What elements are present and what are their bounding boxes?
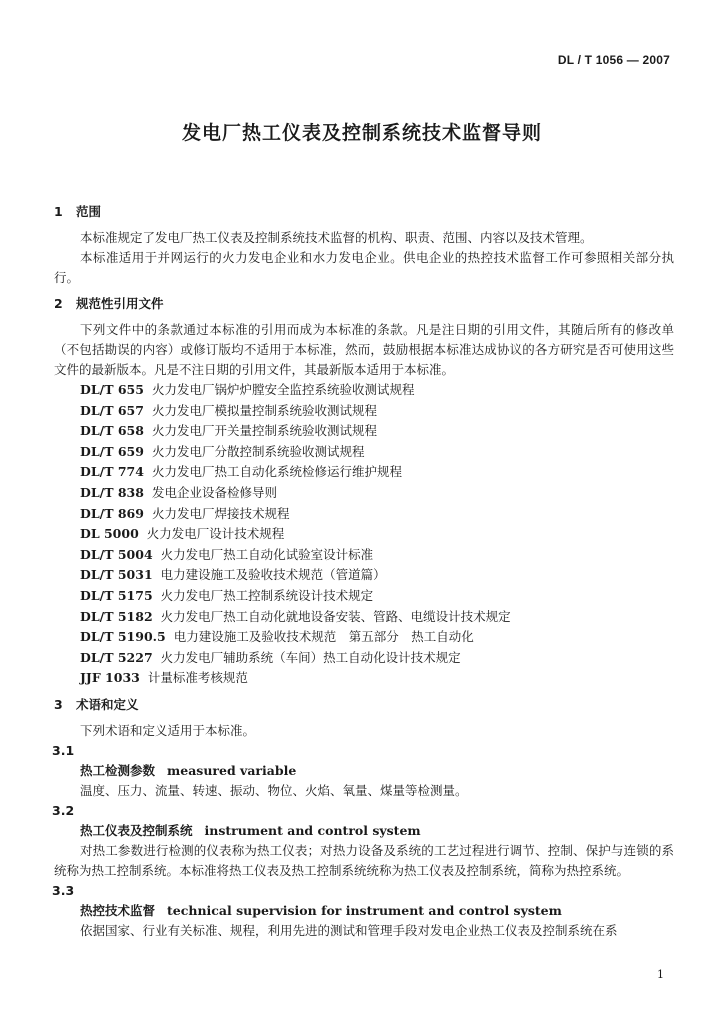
reference-code: DL 5000 (80, 526, 139, 542)
reference-item (54, 380, 674, 401)
reference-code: DL/T 5031 (80, 567, 153, 583)
reference-code: DL/T 658 (80, 423, 144, 439)
section-number: 2 (54, 296, 63, 311)
term-en: technical supervision for instrument and control system (167, 902, 562, 918)
section-title: 术语和定义 (76, 696, 139, 712)
reference-code: DL/T 655 (80, 382, 144, 397)
term-zh: 热工仪表及控制系统 (80, 822, 193, 838)
reference-title: 火力发电厂辅助系统（车间）热工自动化设计技术规定 (160, 649, 461, 665)
reference-item (54, 504, 674, 525)
reference-title: 火力发电厂设计技术规程 (146, 526, 285, 542)
reference-title: 火力发电厂热工控制系统设计技术规定 (160, 587, 374, 603)
reference-code: DL/T 838 (80, 484, 144, 500)
reference-item (54, 421, 674, 442)
reference-title: 电力建设施工及验收技术规范（管道篇） (160, 567, 386, 583)
reference-title: 电力建设施工及验收技术规范 第五部分 热工自动化 (173, 629, 474, 645)
reference-item (54, 627, 674, 648)
term-heading (54, 901, 674, 921)
reference-title: 火力发电厂热工自动化就地设备安装、管路、电缆设计技术规定 (160, 608, 511, 624)
reference-code: DL/T 5227 (80, 649, 153, 665)
clause-number: 3.2 (52, 802, 75, 818)
reference-title: 火力发电厂焊接技术规程 (151, 505, 290, 521)
reference-item (54, 565, 674, 586)
paragraph: 下列文件中的条款通过本标准的引用而成为本标准的条款。凡是注日期的引用文件，其随后所有的修改单（不包括勘误的内容）或修订版均不适用于本标准，然而，鼓励根据本标准达成协议的各方研究是否可使用这些文件的最新版本。凡是不注日期的引用文件，其最新版本适用于本标准。 (54, 322, 674, 377)
reference-title: 火力发电厂热工自动化试验室设计标准 (160, 546, 374, 562)
document-title: 发电厂热工仪表及控制系统技术监督导则 (181, 122, 542, 144)
reference-list (54, 380, 674, 689)
reference-title: 发电企业设备检修导则 (151, 484, 277, 500)
section-title: 规范性引用文件 (76, 296, 164, 311)
reference-title: 火力发电厂锅炉炉膛安全监控系统验收测试规程 (151, 382, 415, 397)
reference-title: 火力发电厂分散控制系统验收测试规程 (151, 443, 365, 459)
term-heading (54, 821, 674, 841)
section-number: 1 (54, 204, 63, 219)
paragraph: 下列术语和定义适用于本标准。 (80, 722, 256, 738)
reference-code: DL/T 869 (80, 505, 144, 521)
section-number: 3 (54, 696, 63, 712)
clause-number: 3.3 (52, 882, 75, 898)
reference-item (54, 607, 674, 628)
reference-title: 计量标准考核规范 (147, 670, 248, 686)
reference-code: JJF 1033 (80, 670, 140, 686)
section-3-heading (54, 695, 674, 715)
reference-code: DL/T 774 (80, 464, 144, 480)
section-2-heading (54, 294, 674, 314)
reference-code: DL/T 5175 (80, 587, 153, 603)
reference-item (54, 462, 674, 483)
standard-code: DL / T 1056 — 2007 (557, 53, 670, 67)
reference-title: 火力发电厂热工自动化系统检修运行维护规程 (151, 464, 402, 480)
document-body (54, 196, 674, 941)
reference-code: DL/T 5182 (80, 608, 153, 624)
term-definition: 依据国家、行业有关标准、规程，利用先进的测试和管理手段对发电企业热工仪表及控制系统在系 (80, 922, 618, 938)
term-en: measured variable (167, 762, 297, 778)
term-zh: 热工检测参数 (80, 762, 156, 778)
reference-title: 火力发电厂开关量控制系统验收测试规程 (151, 423, 377, 439)
reference-item (54, 545, 674, 566)
reference-code: DL/T 659 (80, 443, 144, 459)
reference-code: DL/T 5190.5 (80, 629, 166, 645)
paragraph: 本标准规定了发电厂热工仪表及控制系统技术监督的机构、职责、范围、内容以及技术管理。 (80, 230, 593, 245)
reference-item (54, 586, 674, 607)
reference-code: DL/T 657 (80, 402, 144, 418)
reference-item (54, 401, 674, 422)
reference-title: 火力发电厂模拟量控制系统验收测试规程 (151, 402, 377, 418)
term-en: instrument and control system (204, 822, 421, 838)
term-definition: 温度、压力、流量、转速、振动、物位、火焰、氧量、煤量等检测量。 (80, 782, 468, 798)
term-definition: 对热工参数进行检测的仪表称为热工仪表；对热力设备及系统的工艺过程进行调节、控制、保护与连锁的系统称为热工控制系统。本标准将热工仪表及热工控制系统统称为热工仪表及控制系统，简称为热控系统。 (54, 842, 674, 878)
reference-item (54, 483, 674, 504)
section-1-heading (54, 202, 674, 222)
term-zh: 热控技术监督 (80, 902, 156, 918)
term-heading (54, 761, 674, 781)
reference-code: DL/T 5004 (80, 546, 153, 562)
paragraph: 本标准适用于并网运行的火力发电企业和水力发电企业。供电企业的热控技术监督工作可参照相关部分执行。 (54, 250, 674, 285)
reference-item (54, 524, 674, 545)
reference-item (54, 668, 674, 689)
clause-number: 3.1 (52, 742, 75, 758)
reference-item (54, 648, 674, 669)
section-title: 范围 (76, 204, 102, 219)
reference-item (54, 442, 674, 463)
page-number: 1 (657, 968, 664, 981)
